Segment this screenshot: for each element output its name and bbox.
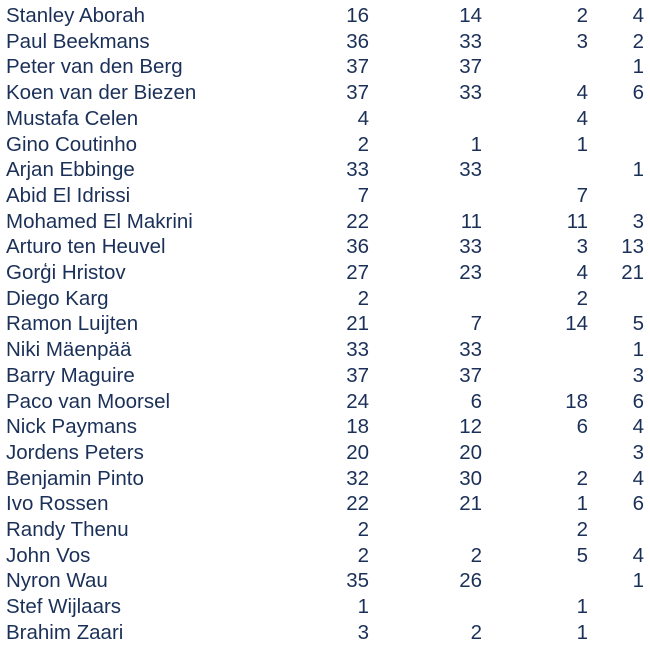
stat-col-4: 3 (632, 440, 644, 464)
player-name: Nick Paymans (6, 415, 138, 439)
stat-col-1: 4 (357, 106, 369, 130)
table-body (0, 3, 644, 646)
stat-col-4: 1 (632, 55, 644, 79)
stat-col-1: 37 (346, 81, 369, 105)
stat-col-1: 33 (346, 158, 369, 182)
stat-col-1: 24 (346, 389, 369, 413)
table-row (0, 568, 644, 594)
stat-col-2: 30 (459, 466, 482, 490)
stat-col-3 (482, 54, 588, 80)
stat-col-1: 2 (357, 518, 369, 542)
stat-col-3: 11 (566, 209, 588, 233)
stat-col-3: 18 (565, 389, 588, 413)
player-name: Mohamed El Makrini (6, 209, 193, 233)
table-row (0, 491, 644, 517)
stat-col-3: 1 (576, 492, 588, 516)
player-name: Jordens Peters (6, 440, 144, 464)
player-name: Brahim Zaari (6, 620, 124, 644)
stat-col-3: 2 (576, 4, 588, 27)
stat-col-1: 3 (357, 620, 369, 644)
stat-col-3 (482, 363, 588, 389)
stat-col-3: 5 (576, 543, 588, 567)
player-name: Gorģi Hristov (6, 261, 126, 285)
stat-col-4: 4 (632, 543, 644, 567)
table-row (0, 29, 644, 55)
table-row (0, 466, 644, 492)
table-row (0, 337, 644, 363)
stat-col-1: 2 (357, 543, 369, 567)
table-row (0, 414, 644, 440)
table-row (0, 311, 644, 337)
stat-col-2: 20 (459, 440, 482, 464)
table-row (0, 620, 644, 646)
stat-col-4: 4 (632, 415, 644, 439)
table-row (0, 389, 644, 415)
stat-col-2 (369, 183, 482, 209)
stat-col-4: 13 (621, 235, 644, 259)
stat-col-1: 20 (346, 440, 369, 464)
stat-col-2: 12 (459, 415, 482, 439)
stat-col-2 (369, 286, 482, 312)
table-row (0, 183, 644, 209)
stat-col-2: 26 (459, 569, 482, 593)
player-name: Arjan Ebbinge (6, 158, 135, 182)
stat-col-2 (369, 594, 482, 620)
stat-col-1: 2 (357, 132, 369, 156)
stat-col-3: 1 (576, 620, 588, 644)
stat-col-4 (588, 286, 644, 312)
stat-col-1: 22 (346, 492, 369, 516)
stat-col-2: 33 (459, 158, 482, 182)
stat-col-2: 7 (470, 312, 482, 336)
stat-col-3: 4 (576, 261, 588, 285)
player-name: Randy Thenu (6, 518, 129, 542)
player-name: Stef Wijlaars (6, 595, 122, 619)
stat-col-2: 2 (470, 543, 482, 567)
table-row (0, 440, 644, 466)
player-name: Gino Coutinho (6, 132, 138, 156)
table-row (0, 594, 644, 620)
stat-col-3: 2 (576, 286, 588, 310)
player-name: Barry Maguire (6, 363, 135, 387)
player-name: Ivo Rossen (6, 492, 109, 516)
stat-col-4: 2 (632, 29, 644, 53)
stat-col-4 (588, 106, 644, 132)
stat-col-4: 6 (632, 81, 644, 105)
stat-col-4: 3 (632, 209, 644, 233)
stat-col-2: 1 (470, 132, 482, 156)
stat-col-2: 33 (459, 81, 482, 105)
stat-col-2: 14 (459, 4, 482, 27)
stat-col-3 (482, 440, 588, 466)
table-row (0, 517, 644, 543)
stat-col-2: 6 (470, 389, 482, 413)
stat-col-4: 3 (632, 363, 644, 387)
player-name: Niki Mäenpää (6, 338, 132, 362)
table-row (0, 80, 644, 106)
player-name: Koen van der Biezen (6, 81, 197, 105)
player-name: John Vos (6, 543, 91, 567)
stat-col-4: 1 (632, 158, 644, 182)
stat-col-4: 1 (632, 338, 644, 362)
stat-col-3: 4 (576, 106, 588, 130)
stat-col-3 (482, 337, 588, 363)
stat-col-2: 33 (459, 338, 482, 362)
player-name: Ramon Luijten (6, 312, 139, 336)
stat-col-3: 6 (576, 415, 588, 439)
stat-col-3: 1 (576, 132, 588, 156)
stat-col-2 (369, 517, 482, 543)
stat-col-1: 16 (346, 4, 369, 27)
player-name: Paco van Moorsel (6, 389, 171, 413)
stat-col-3: 7 (576, 183, 588, 207)
player-name: Benjamin Pinto (6, 466, 144, 490)
table-row (0, 132, 644, 158)
stat-col-2: 33 (459, 235, 482, 259)
stat-col-1: 22 (346, 209, 369, 233)
stat-col-1: 32 (346, 466, 369, 490)
player-name: Abid El Idrissi (6, 183, 131, 207)
stat-col-4: 6 (632, 389, 644, 413)
stat-col-4 (588, 183, 644, 209)
stat-col-4: 6 (632, 492, 644, 516)
player-name: Arturo ten Heuvel (6, 235, 166, 259)
stat-col-1: 35 (346, 569, 369, 593)
player-name: Paul Beekmans (6, 29, 150, 53)
stat-col-4 (588, 517, 644, 543)
stat-col-1: 7 (357, 183, 369, 207)
stat-col-1: 36 (346, 235, 369, 259)
stat-col-2: 37 (459, 363, 482, 387)
stat-col-4: 5 (632, 312, 644, 336)
table-row (0, 543, 644, 569)
stat-col-1: 33 (346, 338, 369, 362)
stat-col-3: 14 (565, 312, 588, 336)
table-row (0, 363, 644, 389)
stat-col-4: 1 (632, 569, 644, 593)
stat-col-3: 3 (576, 29, 588, 53)
table-row (0, 234, 644, 260)
player-name: Diego Karg (6, 286, 109, 310)
player-name: Nyron Wau (6, 569, 108, 593)
stat-col-1: 21 (346, 312, 369, 336)
table-row (0, 106, 644, 132)
stat-col-4: 4 (632, 466, 644, 490)
stat-col-4 (588, 132, 644, 158)
stat-col-1: 2 (357, 286, 369, 310)
stat-col-1: 27 (346, 261, 369, 285)
table-row (0, 3, 644, 29)
stat-col-3: 2 (576, 466, 588, 490)
player-stats-table (0, 3, 644, 646)
stat-col-4: 21 (621, 261, 644, 285)
stat-col-3: 3 (576, 235, 588, 259)
stat-col-1: 18 (346, 415, 369, 439)
table-row (0, 209, 644, 235)
player-name: Mustafa Celen (6, 106, 139, 130)
stat-col-4 (588, 620, 644, 646)
table-row (0, 286, 644, 312)
stat-col-2: 2 (470, 620, 482, 644)
stat-col-1: 1 (357, 595, 369, 619)
stat-col-1: 36 (346, 29, 369, 53)
stat-col-2: 21 (459, 492, 482, 516)
stat-col-1: 37 (346, 363, 369, 387)
table-row (0, 157, 644, 183)
stat-col-2: 33 (459, 29, 482, 53)
player-name: Stanley Aborah (6, 4, 146, 27)
stat-col-4: 4 (632, 4, 644, 27)
stat-col-3: 2 (576, 518, 588, 542)
stat-col-3 (482, 568, 588, 594)
table-row (0, 260, 644, 286)
stat-col-4 (588, 594, 644, 620)
stat-col-2: 23 (459, 261, 482, 285)
stat-col-2 (369, 106, 482, 132)
player-name: Peter van den Berg (6, 55, 183, 79)
table-row (0, 54, 644, 80)
stat-col-3: 1 (576, 595, 588, 619)
stat-col-1: 37 (346, 55, 369, 79)
stat-col-2: 37 (459, 55, 482, 79)
stat-col-2: 11 (460, 209, 482, 233)
stat-col-3 (482, 157, 588, 183)
stat-col-3: 4 (576, 81, 588, 105)
